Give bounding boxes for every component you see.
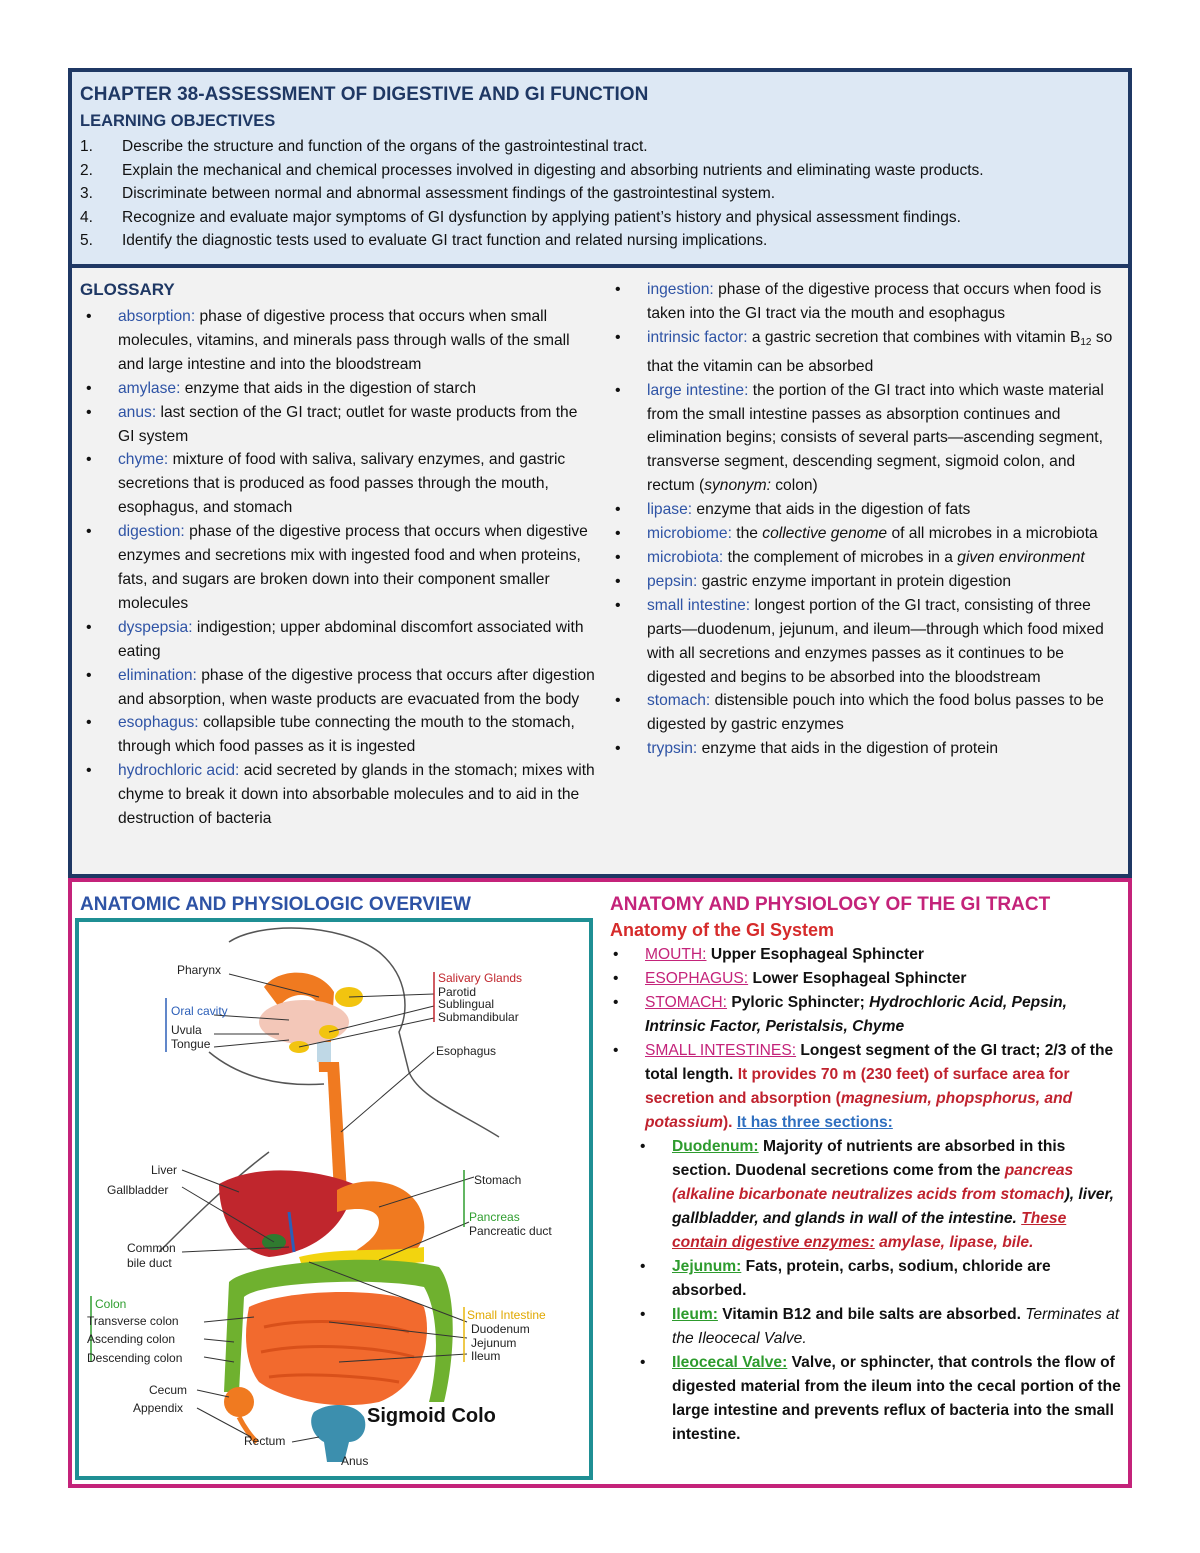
label-submandibular: Submandibular	[438, 1010, 519, 1024]
label-sublingual: Sublingual	[438, 997, 495, 1011]
anatomy-item-mouth: • MOUTH: Upper Esophageal Sphincter	[610, 943, 1126, 967]
jaw-outline	[209, 1052, 324, 1085]
label-esophagus: Esophagus	[436, 1044, 497, 1058]
glossary-item: • small intestine: longest portion of the GI tract, consisting of three parts—duodenum, jejunum, and ileum—through which food mixed with all secretions and enzymes passes as it continues to be digested and begins to be absorbed into the bloodstream	[609, 594, 1125, 690]
glossary-item: • microbiota: the complement of microbes in a given environment	[609, 546, 1125, 570]
glossary-item: • hydrochloric acid: acid secreted by glands in the stomach; mixes with chyme to break it down into absorbable molecules and to aid in the destruction of bacteria	[80, 759, 596, 831]
glossary-box	[68, 268, 1132, 878]
label-uvula: Uvula	[171, 1023, 202, 1037]
trachea-shape	[317, 1042, 331, 1062]
esophagus-shape	[327, 1062, 347, 1192]
label-pancreatic-duct: Pancreatic duct	[469, 1224, 552, 1238]
objectives-box	[68, 68, 1132, 268]
anatomy-item-duodenum: • Duodenum: Majority of nutrients are absorbed in this section. Duodenal secretions come from the pancreas (alkaline bicarbonate neutralizes acids from stomach), liver, gallbladder, and glands in wall of the intestine. These contain digestive enzymes: amylase, lipase, bile.	[610, 1135, 1126, 1255]
glossary-item: • ingestion: phase of the digestive process that occurs when food is taken into the GI tract via the mouth and esophagus	[609, 278, 1125, 326]
label-gallbladder: Gallbladder	[107, 1183, 169, 1197]
glossary-item: • absorption: phase of digestive process that occurs when small molecules, vitamins, and minerals pass through walls of the small and large intestine and into the bloodstream	[80, 305, 596, 377]
glossary-item: • chyme: mixture of food with saliva, salivary enzymes, and gastric secretions that is produced as food passes through the mouth, esophagus, and stomach	[80, 448, 596, 520]
label-common: Common	[127, 1241, 176, 1255]
glossary-item: • lipase: enzyme that aids in the digestion of fats	[609, 498, 1125, 522]
glossary-item: • pepsin: gastric enzyme important in protein digestion	[609, 570, 1125, 594]
liver-shape	[219, 1170, 354, 1257]
glossary-item: • intrinsic factor: a gastric secretion that combines with vitamin $B_{12}$ so that the vitamin can be absorbed	[609, 326, 1125, 379]
label-cecum: Cecum	[149, 1383, 188, 1397]
label-ileum: Ileum	[471, 1349, 501, 1363]
label-bile-duct: bile duct	[127, 1256, 172, 1270]
anatomy-item-esophagus: • ESOPHAGUS: Lower Esophageal Sphincter	[610, 967, 1126, 991]
anatomy-title: ANATOMY AND PHYSIOLOGY OF THE GI TRACT	[610, 894, 1051, 915]
label-oral-cavity: Oral cavity	[171, 1004, 228, 1018]
oral-cavity-shape	[259, 1000, 349, 1044]
glossary-item: • large intestine: the portion of the GI tract into which waste material from the small intestine passes as absorption continues and elimination begins; consists of several parts—ascending segment, transverse segment, descending segment, sigmoid colon, and rectum (synonym: colon)	[609, 379, 1125, 499]
glossary-item: • digestion: phase of the digestive process that occurs when digestive enzymes and secretions mix with ingested food and when proteins, fats, and sugars are broken down into their component smaller molecules	[80, 520, 596, 616]
digestive-system-diagram	[75, 918, 593, 1480]
label-small-intestine: Small Intestine	[467, 1308, 546, 1322]
label-liver: Liver	[151, 1163, 178, 1177]
overview-title: ANATOMIC AND PHYSIOLOGIC OVERVIEW	[80, 894, 471, 915]
anatomy-item-ileocecal-valve: • Ileocecal Valve: Valve, or sphincter, that controls the flow of digested material from the ileum into the cecal portion of the large intestine and prevents reflux of bacteria into the small intestine.	[610, 1351, 1126, 1447]
label-rectum: Rectum	[244, 1434, 286, 1448]
label-descending-colon: Descending colon	[87, 1351, 183, 1365]
glossary-item: • anus: last section of the GI tract; outlet for waste products from the GI system	[80, 401, 596, 449]
objective-item: 2. Explain the mechanical and chemical processes involved in digesting and absorbing nutrients and eliminating waste products.	[80, 161, 984, 179]
glossary-item: • elimination: phase of the digestive process that occurs after digestion and absorption, when waste products are evacuated from the body	[80, 664, 596, 712]
label-jejunum: Jejunum	[471, 1336, 517, 1350]
objective-item: 4. Recognize and evaluate major symptoms of GI dysfunction by applying patient’s history and physical assessment findings.	[80, 208, 961, 226]
glossary-right-column	[609, 278, 1125, 761]
anatomy-item-stomach: • STOMACH: Pyloric Sphincter; Hydrochloric Acid, Pepsin, Intrinsic Factor, Peristalsis, Chyme	[610, 991, 1126, 1039]
label-pancreas: Pancreas	[469, 1210, 520, 1224]
anatomy-subtitle: Anatomy of the GI System	[610, 920, 835, 940]
label-transverse-colon: Transverse colon	[87, 1314, 179, 1328]
glossary-left-column	[80, 280, 596, 831]
label-tongue: Tongue	[171, 1037, 211, 1051]
label-ascending-colon: Ascending colon	[87, 1332, 176, 1346]
objective-item: 1. Describe the structure and function of the organs of the gastrointestinal tract.	[80, 138, 648, 155]
label-duodenum: Duodenum	[471, 1322, 530, 1336]
label-colon: Colon	[95, 1297, 127, 1311]
label-stomach: Stomach	[474, 1173, 522, 1187]
objective-item: 5. Identify the diagnostic tests used to evaluate GI tract function and related nursing implications.	[80, 232, 768, 250]
glossary-heading: GLOSSARY	[80, 280, 175, 299]
label-anus: Anus	[341, 1454, 369, 1468]
label-pharynx: Pharynx	[177, 963, 222, 977]
anatomy-column	[610, 894, 1126, 1447]
anatomy-item-small-intestines: • SMALL INTESTINES: Longest segment of the GI tract; 2/3 of the total length. It provides 70 m (230 feet) of surface area for secretion and absorption (magnesium, phopsphorus, and potassium). It has three sections:	[610, 1039, 1126, 1135]
glossary-item: • amylase: enzyme that aids in the digestion of starch	[80, 377, 596, 401]
anatomy-item-jejunum: • Jejunum: Fats, protein, carbs, sodium, chloride are absorbed.	[610, 1255, 1126, 1303]
glossary-item: • dyspepsia: indigestion; upper abdominal discomfort associated with eating	[80, 616, 596, 664]
objective-item: 3. Discriminate between normal and abnormal assessment findings of the gastrointestinal system.	[80, 185, 776, 203]
label-salivary-glands: Salivary Glands	[438, 971, 523, 985]
chapter-title: CHAPTER 38-ASSESSMENT OF DIGESTIVE AND GI FUNCTION	[80, 84, 649, 105]
glossary-item: • trypsin: enzyme that aids in the digestion of protein	[609, 737, 1125, 761]
label-appendix: Appendix	[133, 1401, 184, 1415]
objectives-heading: LEARNING OBJECTIVES	[80, 112, 276, 130]
cecum-shape	[224, 1387, 254, 1417]
glossary-item: • esophagus: collapsible tube connecting the mouth to the stomach, through which food passes as it is ingested	[80, 711, 596, 759]
glossary-item: • stomach: distensible pouch into which the food bolus passes to be digested by gastric enzymes	[609, 689, 1125, 737]
glossary-item: • microbiome: the collective genome of all microbes in a microbiota	[609, 522, 1125, 546]
label-sigmoid-colon: Sigmoid Colo	[367, 1405, 496, 1427]
anatomy-item-ileum: • Ileum: Vitamin B12 and bile salts are absorbed. Terminates at the Ileocecal Valve.	[610, 1303, 1126, 1351]
label-parotid: Parotid	[438, 985, 477, 999]
objectives-list	[80, 135, 1120, 253]
digestive-diagram-svg	[79, 922, 589, 1476]
